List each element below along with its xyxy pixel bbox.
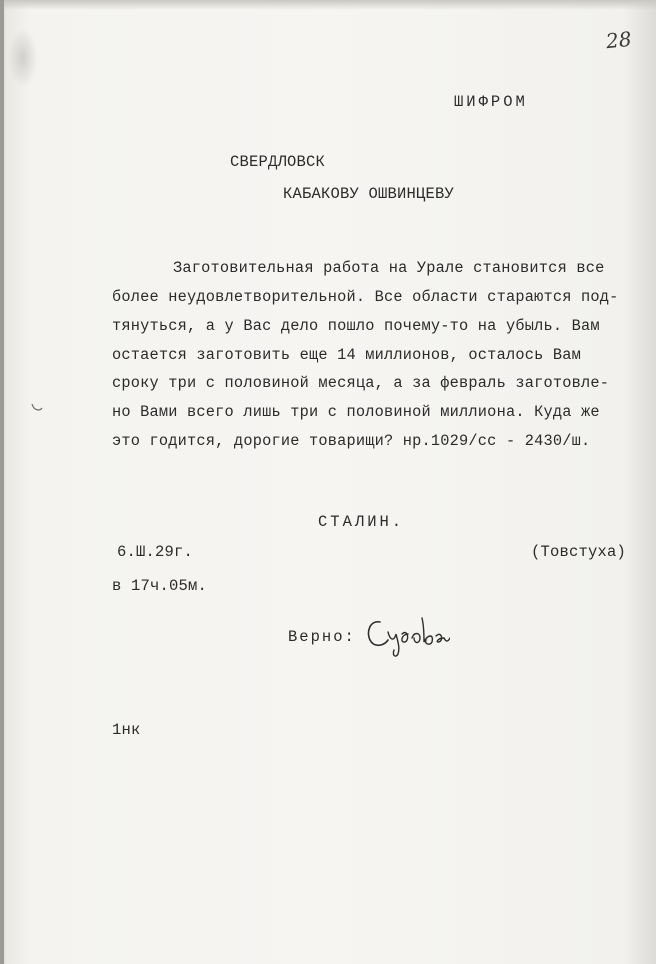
- body-line: это годится, дорогие товарищи? нр.1029/сс - 2430/ш.: [112, 432, 591, 450]
- paper-smudge: [8, 28, 38, 88]
- body-line: более неудовлетворительной. Все области стараются под-: [112, 288, 619, 306]
- body-line: тянуться, а у Вас дело пошло почему-то на убыль. Вам: [112, 317, 600, 335]
- body-line: сроку три с половиной месяца, а за февраль заготовле-: [112, 374, 610, 392]
- page-number: 28: [604, 26, 633, 54]
- destination-city: СВЕРДЛОВСК: [230, 153, 326, 171]
- punch-hole-mark: [30, 402, 44, 412]
- signature: СТАЛИН.: [318, 513, 405, 531]
- verification-label: Верно:: [288, 628, 356, 646]
- page-top-shadow: [0, 0, 656, 10]
- body-line: Заготовительная работа на Урале становится все: [173, 259, 605, 277]
- body-line: но Вами всего лишь три с половиной миллиона. Куда же: [112, 403, 600, 421]
- body-line: остается заготовить еще 14 миллионов, осталось Вам: [112, 346, 581, 364]
- clerk-name: (Товстуха): [531, 543, 627, 561]
- date: 6.Ш.29г.: [117, 543, 194, 561]
- cipher-heading: ШИФРОМ: [454, 93, 528, 111]
- page-left-edge: [0, 0, 4, 964]
- handwritten-signature: [364, 612, 450, 658]
- time: в 17ч.05м.: [112, 577, 208, 595]
- office-code: 1нк: [112, 721, 141, 739]
- recipients: КАБАКОВУ ОШВИНЦЕВУ: [283, 185, 455, 203]
